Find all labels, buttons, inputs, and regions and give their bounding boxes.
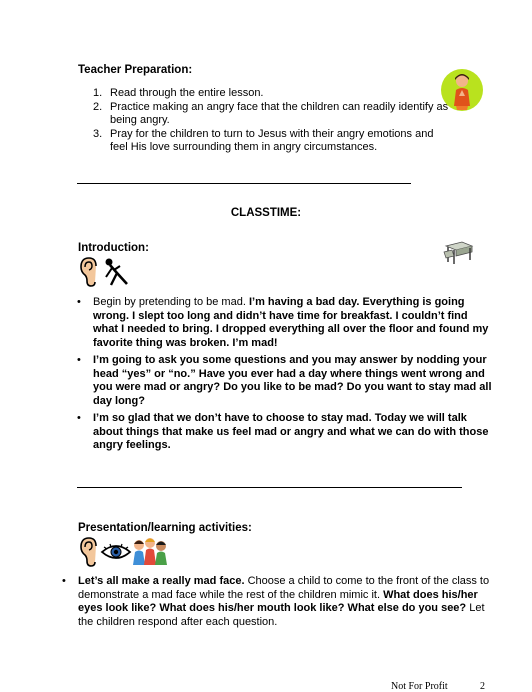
- classtime-heading: CLASSTIME:: [230, 207, 302, 219]
- presentation-heading: Presentation/learning activities:: [78, 522, 252, 534]
- list-item: 3. Pray for the children to turn to Jesus with their angry emotions and feel His love surrounding them in angry circumstances.: [93, 127, 434, 153]
- teacher-prep-heading: Teacher Preparation:: [78, 64, 193, 76]
- eye-icon: [100, 543, 132, 561]
- stretching-figure-icon: [103, 257, 131, 287]
- intro-bullet-2: • I’m going to ask you some questions and you may answer by nodding your head “yes” or “no.” Have you ever had a day where things went wrong and you were mad or angry? Do you like to be mad? Do you want to stay mad all day long?: [77, 354, 492, 407]
- praying-child-icon: [440, 68, 484, 112]
- intro-bullet-1: • Begin by pretending to be mad. I’m having a bad day. Everything is going wrong. I slept too long and didn’t have time for breakfast. I couldn’t find what I needed to bring. I dropped everything all over the floor and found my favorite thing was broken. I’m mad!: [77, 296, 489, 349]
- page-number: 2: [480, 681, 485, 692]
- ear-icon: [78, 536, 100, 568]
- teacher-prep-list: [93, 87, 451, 155]
- intro-bullet-3: • I’m so glad that we don’t have to choose to stay mad. Today we will talk about things that make us feel mad or angry and what we can do with those angry feelings.: [77, 412, 489, 451]
- list-item: 1. Read through the entire lesson.: [93, 87, 264, 99]
- list-item: 2. Practice making an angry face that the children can readily identify as being angry.: [93, 100, 449, 126]
- divider: [77, 183, 411, 184]
- presentation-bullet: • Let’s all make a really mad face. Choose a child to come to the front of the class to demonstrate a mad face while the rest of the children mimic it. What does his/her eyes look like? What does his/her mouth look like? What else do you see? Let the children respond after each question.: [62, 575, 490, 628]
- divider: [77, 487, 462, 488]
- introduction-heading: Introduction:: [78, 242, 149, 254]
- children-group-icon: [131, 537, 169, 565]
- footer-text: Not For Profit: [391, 681, 448, 692]
- desk-icon: [442, 238, 476, 266]
- ear-icon: [78, 256, 100, 288]
